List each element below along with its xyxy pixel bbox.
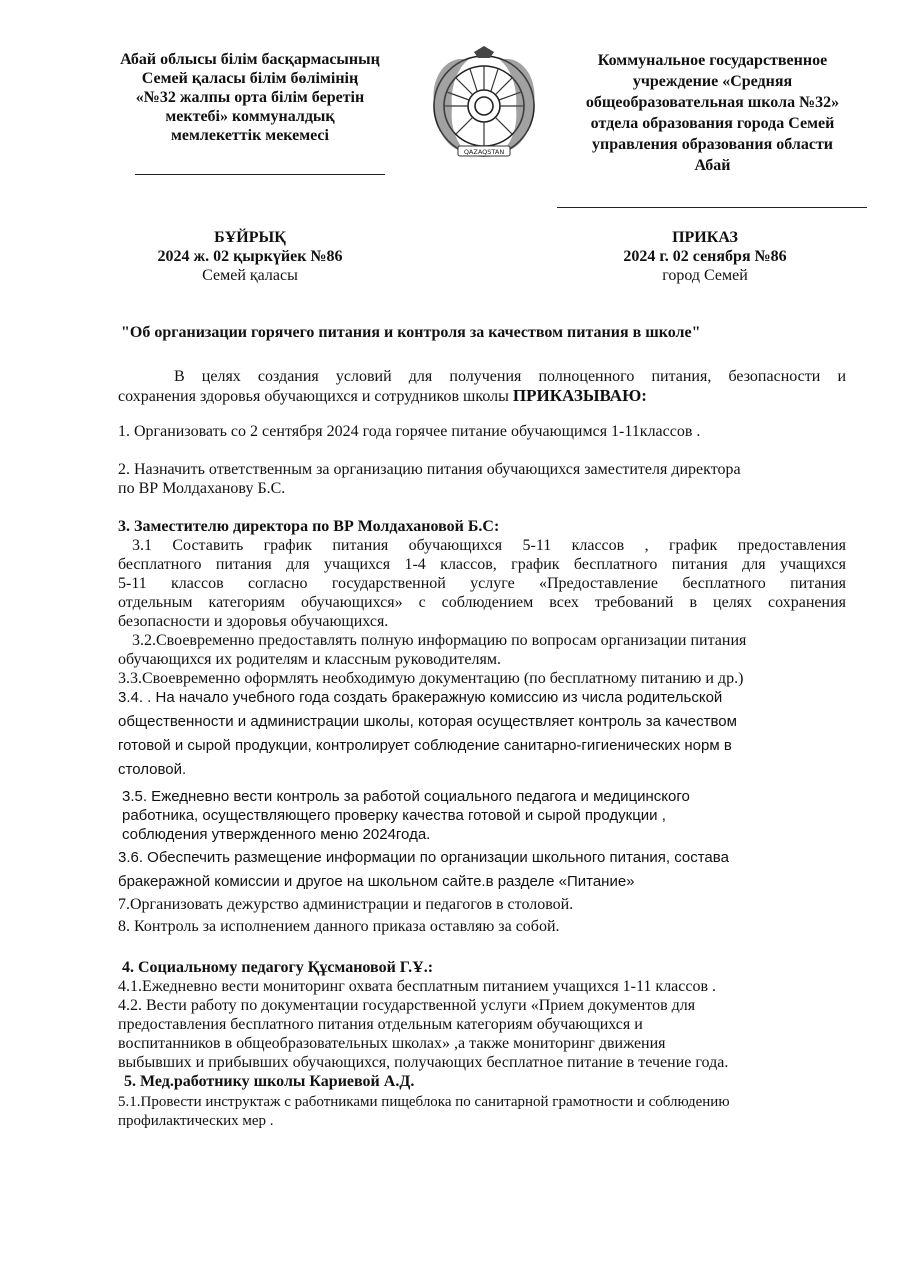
section-3-heading: 3. Заместителю директора по ВР Молдахановой Б.С: [118, 518, 500, 535]
section-5-1-line: профилактических мер . [118, 1113, 274, 1129]
section-3-4-line: 3.4. . На начало учебного года создать бракеражную комиссию из числа родительской [118, 689, 723, 706]
header-ru-line: Коммунальное государственное [597, 52, 828, 69]
header-kz-line: Абай облысы білім басқармасының [120, 51, 380, 68]
header-kz-line: мемлекеттік мекемесі [171, 127, 329, 144]
section-4-2-line: предоставления бесплатного питания отдельным категориям обучающихся и [118, 1016, 643, 1033]
section-3-6-line: бракеражной комиссии и другое на школьном сайте.в разделе «Питание» [118, 873, 635, 890]
section-5-1-line: 5.1.Провести инструктаж с работниками пищеблока по санитарной грамотности и соблюдению [118, 1094, 730, 1110]
intro-command: ПРИКАЗЫВАЮ: [512, 386, 647, 405]
order-date-ru: 2024 г. 02 сенября №86 [623, 248, 787, 265]
section-3-4-line: готовой и сырой продукции, контролирует соблюдение санитарно-гигиенических норм в [118, 737, 732, 754]
intro-text: сохранения здоровья обучающихся и сотрудников школы [118, 388, 513, 405]
header-ru-line: отдела образования города Семей [590, 115, 835, 132]
intro-line: В целях создания условий для получения полноценного питания, безопасности и [174, 368, 846, 385]
header-kz-line: «№32 жалпы орта білім беретін [135, 89, 365, 106]
emblem-text: QAZAQSTAN [463, 148, 505, 156]
section-3-5-line: работника, осуществляющего проверку качества готовой и сырой продукции , [122, 807, 666, 824]
section-4-1: 4.1.Ежедневно вести мониторинг охвата бесплатным питанием учащихся 1-11 классов . [118, 978, 717, 995]
header-ru-line: общеобразовательная школа №32» [585, 94, 840, 111]
order-city-kz: Семей қаласы [202, 267, 298, 284]
intro-line [118, 386, 846, 406]
section-3-1-line: бесплатного питания для учащихся 1-4 классов, график бесплатного питания для учащихся [118, 556, 846, 573]
paragraph-1: 1. Организовать со 2 сентября 2024 года горячее питание обучающимся 1-11классов . [118, 423, 701, 440]
order-title-ru: ПРИКАЗ [672, 229, 738, 246]
section-3-5-line: 3.5. Ежедневно вести контроль за работой социального педагога и медицинского [122, 788, 690, 805]
section-3-1-line: отдельным категориям обучающихся» с соблюдением всех требований в целях сохранения [118, 594, 846, 611]
header-ru-line: управления образования области [591, 136, 834, 153]
section-3-2-line: 3.2.Своевременно предоставлять полную информацию по вопросам организации питания [132, 632, 747, 649]
section-3-4-line: столовой. [118, 761, 187, 778]
section-3-6-line: 3.6. Обеспечить размещение информации по организации школьного питания, состава [118, 849, 729, 866]
header-ru-line: Абай [694, 157, 731, 174]
order-block-kz [120, 228, 380, 285]
header-kz [90, 50, 410, 145]
section-3-5-line: соблюдения утвержденного меню 2024года. [122, 826, 431, 843]
header-ru [540, 50, 885, 176]
order-title-kz: БҰЙРЫҚ [214, 229, 286, 246]
section-5-heading: 5. Мед.работнику школы Кариевой А.Д. [124, 1073, 415, 1090]
section-3-1-line: безопасности и здоровья обучающихся. [118, 613, 389, 630]
paragraph-2-line: 2. Назначить ответственным за организацию питания обучающихся заместителя директора [118, 461, 741, 478]
section-3-4-line: общественности и администрации школы, которая осуществляет контроль за качеством [118, 713, 737, 730]
header-kz-line: Семей қаласы білім бөлімінің [141, 70, 359, 87]
paragraph-2-line: по ВР Молдаханову Б.С. [118, 480, 286, 497]
document-title: "Об организации горячего питания и контроля за качеством питания в школе" [121, 324, 701, 341]
section-4-heading: 4. Социальному педагогу Құсмановой Г.Ұ.: [122, 959, 434, 976]
section-3-1-line: 3.1 Составить график питания обучающихся 5-11 классов , график предоставления [132, 537, 846, 554]
order-date-kz: 2024 ж. 02 қыркүйек №86 [157, 248, 343, 265]
state-emblem-icon [428, 46, 540, 164]
order-block-ru [575, 228, 835, 285]
section-4-2-line: 4.2. Вести работу по документации государственной услуги «Прием документов для [118, 997, 696, 1014]
header-kz-rule [135, 174, 385, 175]
header-kz-line: мектебі» коммуналдық [165, 108, 335, 125]
section-3-2-line: обучающихся их родителям и классным руководителям. [118, 651, 501, 668]
section-4-2-line: воспитанников в общеобразовательных школах» ,а также мониторинг движения [118, 1035, 666, 1052]
order-city-ru: город Семей [662, 267, 748, 284]
section-4-2-line: выбывших и прибывших обучающихся, получающих бесплатное питание в течение года. [118, 1054, 729, 1071]
header-ru-rule [557, 207, 867, 208]
section-3-1-line: 5-11 классов согласно государственной услуге «Предоставление бесплатного питания [118, 575, 846, 592]
header-ru-line: учреждение «Средняя [632, 73, 793, 90]
paragraph-8: 8. Контроль за исполнением данного приказа оставляю за собой. [118, 918, 560, 935]
document-body [118, 367, 846, 1131]
paragraph-7: 7.Организовать дежурство администрации и педагогов в столовой. [118, 896, 574, 913]
section-3-3: 3.3.Своевременно оформлять необходимую документацию (по бесплатному питанию и др.) [118, 670, 744, 687]
